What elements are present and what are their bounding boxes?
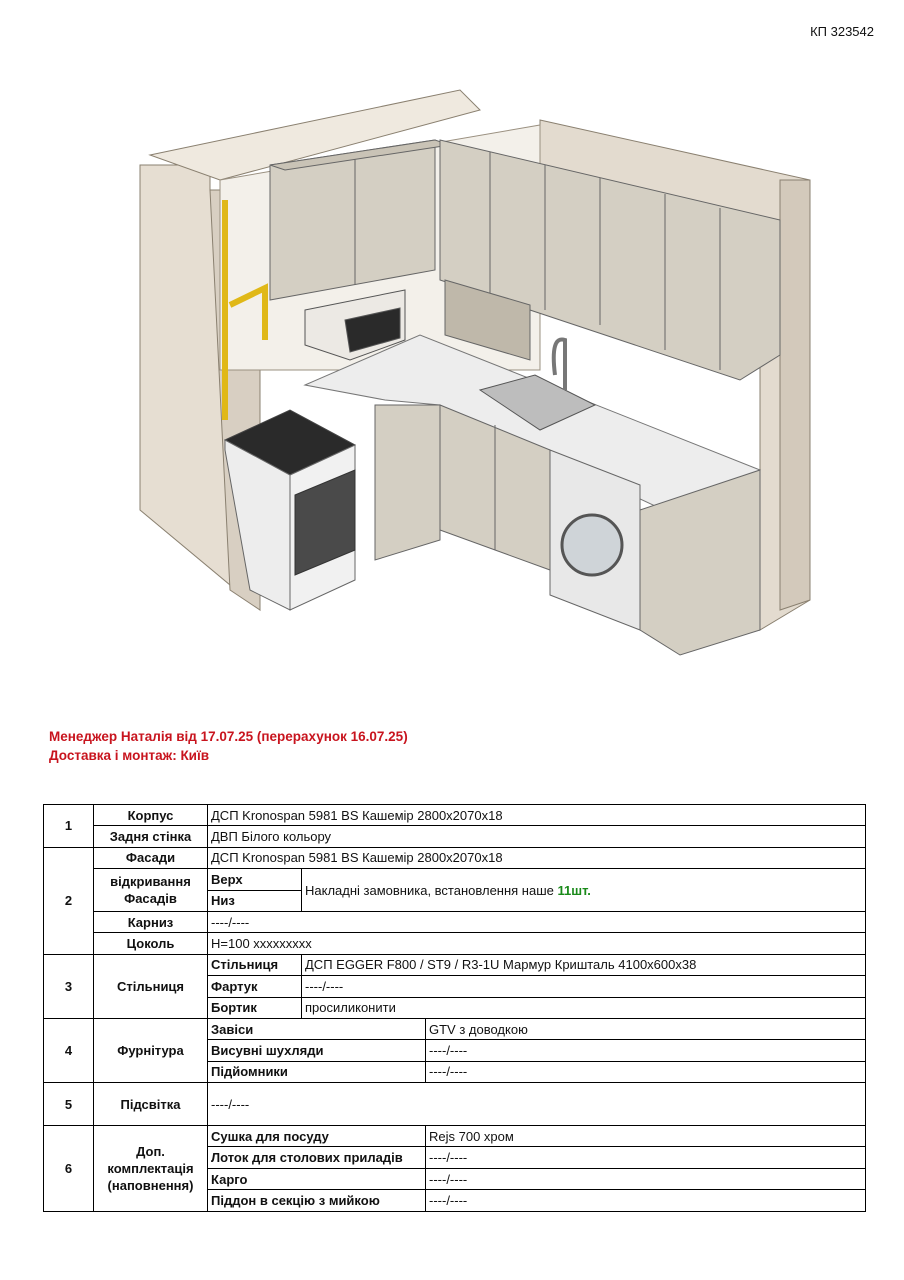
row-number: 3 bbox=[44, 954, 94, 1018]
sub-label: Бортик bbox=[208, 997, 302, 1018]
row-value: ДВП Білого кольору bbox=[208, 826, 866, 847]
row-label: Задня стінка bbox=[94, 826, 208, 847]
table-row bbox=[44, 954, 866, 975]
sub-label: Висувні шухляди bbox=[208, 1040, 426, 1061]
sub-label: Стільниця bbox=[208, 954, 302, 975]
row-label: Доп. комплектація (наповнення) bbox=[94, 1126, 208, 1212]
opening-quantity: 11шт. bbox=[557, 882, 591, 898]
sub-label: Підйомники bbox=[208, 1061, 426, 1082]
row-value: H=100 xxxxxxxxx bbox=[208, 933, 866, 954]
row-label: Підсвітка bbox=[94, 1083, 208, 1126]
row-value: просиликонити bbox=[302, 997, 866, 1018]
row-value: ----/---- bbox=[426, 1061, 866, 1082]
manager-line: Менеджер Наталія від 17.07.25 (перерахунок 16.07.25) bbox=[49, 729, 408, 744]
row-value: Rejs 700 хром bbox=[426, 1126, 866, 1147]
row-number: 2 bbox=[44, 847, 94, 954]
table-row bbox=[44, 1126, 866, 1147]
order-header bbox=[49, 727, 408, 765]
row-value: ДСП Kronospan 5981 BS Кашемір 2800х2070х18 bbox=[208, 847, 866, 868]
row-value: ----/---- bbox=[426, 1190, 866, 1211]
sub-label: Піддон в секцію з мийкою bbox=[208, 1190, 426, 1211]
row-number: 5 bbox=[44, 1083, 94, 1126]
kitchen-render-image bbox=[120, 70, 820, 680]
sub-label: Сушка для посуду bbox=[208, 1126, 426, 1147]
table-row bbox=[44, 1083, 866, 1126]
row-value: ----/---- bbox=[426, 1147, 866, 1168]
table-row bbox=[44, 933, 866, 954]
opening-text: Накладні замовника, встановлення наше bbox=[305, 882, 558, 898]
table-row bbox=[44, 826, 866, 847]
row-label: Корпус bbox=[94, 805, 208, 826]
row-value: GTV з доводкою bbox=[426, 1018, 866, 1039]
row-number: 6 bbox=[44, 1126, 94, 1212]
row-label: Стільниця bbox=[94, 954, 208, 1018]
row-value: ----/---- bbox=[426, 1168, 866, 1189]
table-row bbox=[44, 805, 866, 826]
table-row bbox=[44, 911, 866, 932]
sub-label: Верх bbox=[208, 869, 302, 890]
row-label: Фасади bbox=[94, 847, 208, 868]
row-number: 1 bbox=[44, 805, 94, 848]
row-value bbox=[302, 869, 866, 912]
sub-label: Завіси bbox=[208, 1018, 426, 1039]
row-label: Цоколь bbox=[94, 933, 208, 954]
document-code: КП 323542 bbox=[810, 24, 874, 39]
row-value: ----/---- bbox=[426, 1040, 866, 1061]
row-number: 4 bbox=[44, 1018, 94, 1082]
row-label: Карниз bbox=[94, 911, 208, 932]
sub-label: Карго bbox=[208, 1168, 426, 1189]
row-label: Фурнітура bbox=[94, 1018, 208, 1082]
table-row bbox=[44, 1018, 866, 1039]
row-value: ДСП Kronospan 5981 BS Кашемір 2800х2070х18 bbox=[208, 805, 866, 826]
sub-label: Лоток для столових приладів bbox=[208, 1147, 426, 1168]
row-value: ----/---- bbox=[208, 1083, 866, 1126]
sub-label: Фартук bbox=[208, 976, 302, 997]
row-label: відкривання Фасадів bbox=[94, 869, 208, 912]
row-value: ----/---- bbox=[302, 976, 866, 997]
table-row bbox=[44, 869, 866, 890]
table-row bbox=[44, 847, 866, 868]
row-value: ----/---- bbox=[208, 911, 866, 932]
specification-table bbox=[43, 804, 866, 1212]
row-value: ДСП EGGER F800 / ST9 / R3-1U Мармур Кришталь 4100х600х38 bbox=[302, 954, 866, 975]
sub-label: Низ bbox=[208, 890, 302, 911]
delivery-line: Доставка і монтаж: Київ bbox=[49, 748, 210, 763]
